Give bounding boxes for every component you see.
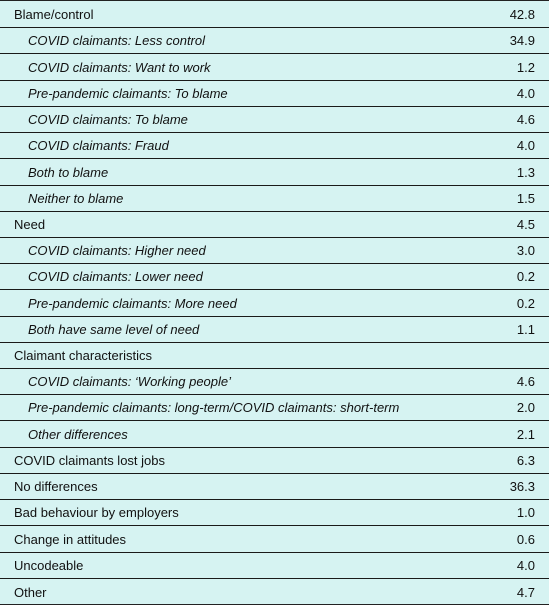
row-value: 0.6 bbox=[516, 531, 535, 547]
row-value: 3.0 bbox=[516, 243, 535, 258]
row-value: 1.0 bbox=[516, 505, 535, 520]
table-row bbox=[0, 474, 549, 500]
row-value: 36.3 bbox=[509, 479, 535, 494]
row-value: 4.0 bbox=[516, 558, 535, 573]
row-value: 34.9 bbox=[509, 33, 535, 48]
row-value: 4.0 bbox=[516, 138, 535, 153]
row-label: COVID claimants: ‘Working people’ bbox=[28, 374, 232, 389]
table-row bbox=[0, 212, 549, 238]
row-value: 2.1 bbox=[516, 426, 535, 442]
row-value: 2.0 bbox=[516, 400, 535, 415]
table-row bbox=[0, 290, 549, 317]
row-value: 4.6 bbox=[516, 374, 535, 389]
row-label: Claimant characteristics bbox=[14, 348, 152, 363]
row-label: COVID claimants: Fraud bbox=[28, 138, 169, 153]
row-label: COVID claimants lost jobs bbox=[14, 453, 165, 468]
row-value: 1.2 bbox=[516, 59, 535, 75]
row-label: COVID claimants: Higher need bbox=[28, 243, 206, 258]
row-value: 1.3 bbox=[516, 164, 535, 180]
table-row bbox=[0, 343, 549, 369]
table-row bbox=[0, 421, 549, 448]
row-label: Other differences bbox=[28, 426, 128, 442]
row-label: COVID claimants: Want to work bbox=[28, 59, 211, 75]
row-label: Both have same level of need bbox=[28, 322, 200, 337]
table-row bbox=[0, 133, 549, 159]
row-label: COVID claimants: Lower need bbox=[28, 269, 203, 284]
row-label: Need bbox=[14, 217, 46, 232]
table-row bbox=[0, 579, 549, 605]
row-label: COVID claimants: To blame bbox=[28, 112, 188, 127]
row-label: Other bbox=[14, 584, 47, 600]
row-value: 4.6 bbox=[516, 112, 535, 127]
table-row bbox=[0, 81, 549, 107]
row-value: 1.1 bbox=[516, 322, 535, 337]
table-row bbox=[0, 369, 549, 395]
row-value: 0.2 bbox=[516, 295, 535, 311]
table-row bbox=[0, 2, 549, 28]
row-label: Neither to blame bbox=[28, 191, 124, 206]
table-row bbox=[0, 526, 549, 553]
table-row bbox=[0, 395, 549, 421]
row-value: 4.7 bbox=[516, 584, 535, 600]
row-value: 42.8 bbox=[509, 7, 535, 22]
row-value: 0.2 bbox=[516, 269, 535, 284]
row-value: 1.5 bbox=[516, 191, 535, 206]
table-row bbox=[0, 264, 549, 290]
table-row bbox=[0, 28, 549, 54]
row-label: Change in attitudes bbox=[14, 531, 127, 547]
row-value: 6.3 bbox=[516, 453, 535, 468]
table-row bbox=[0, 500, 549, 526]
row-label: Both to blame bbox=[28, 164, 109, 180]
table-row bbox=[0, 107, 549, 133]
table-row bbox=[0, 238, 549, 264]
table-row bbox=[0, 159, 549, 186]
row-label: No differences bbox=[14, 479, 98, 494]
row-label: Blame/control bbox=[14, 7, 94, 22]
table-row bbox=[0, 317, 549, 343]
row-value: 4.5 bbox=[516, 217, 535, 232]
table-row bbox=[0, 553, 549, 579]
row-label: Bad behaviour by employers bbox=[14, 505, 179, 520]
row-label: Pre-pandemic claimants: long-term/COVID claimants: short-term bbox=[28, 400, 400, 415]
row-label: Pre-pandemic claimants: More need bbox=[28, 295, 237, 311]
row-value: 4.0 bbox=[516, 86, 535, 101]
row-label: Uncodeable bbox=[14, 558, 84, 573]
table-row bbox=[0, 186, 549, 212]
row-label: Pre-pandemic claimants: To blame bbox=[28, 86, 228, 101]
table-row bbox=[0, 448, 549, 474]
table-row bbox=[0, 54, 549, 81]
row-label: COVID claimants: Less control bbox=[28, 33, 206, 48]
